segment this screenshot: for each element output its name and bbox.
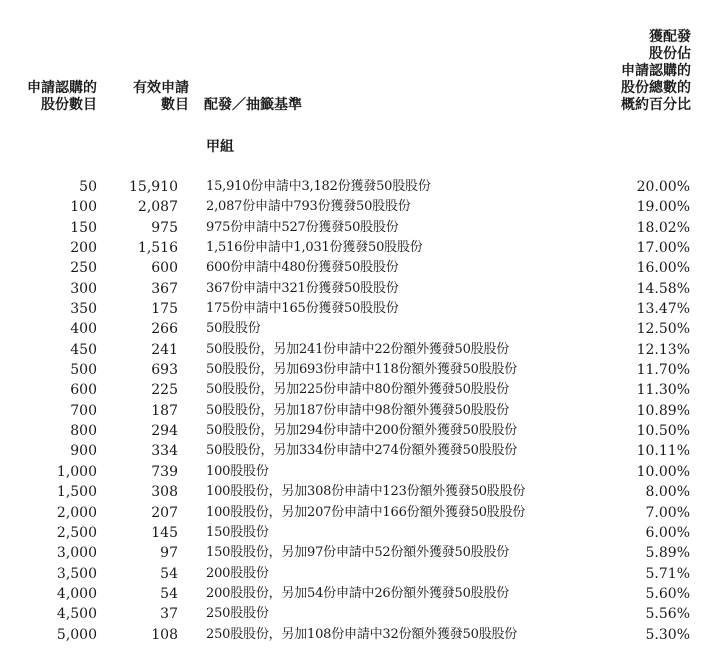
table-row	[0, 319, 717, 339]
table-row	[0, 299, 717, 319]
cell-shares-applied: 2,000	[56, 504, 97, 521]
table-row	[0, 279, 717, 299]
cell-valid-applications: 600	[151, 260, 178, 277]
header-allotment-basis	[204, 97, 302, 114]
cell-valid-applications: 739	[151, 463, 178, 480]
table-row	[0, 238, 717, 258]
cell-valid-applications: 97	[160, 545, 178, 562]
header-line: 有效申請	[133, 80, 189, 96]
cell-allotment-basis: 2,087份申請中793份獲發50股股份	[206, 199, 411, 215]
table-row	[0, 340, 717, 360]
table-row	[0, 197, 717, 217]
table-row	[0, 441, 717, 461]
cell-shares-applied: 3,500	[56, 565, 97, 582]
cell-allotment-basis: 975份申請中527份獲發50股股份	[206, 219, 399, 235]
table-row	[0, 543, 717, 563]
cell-percentage: 7.00%	[645, 504, 690, 521]
cell-percentage: 19.00%	[636, 199, 690, 216]
cell-valid-applications: 54	[160, 585, 178, 602]
allotment-table-body	[0, 177, 717, 645]
cell-percentage: 5.89%	[645, 545, 690, 562]
header-line: 股份佔	[649, 46, 691, 62]
cell-valid-applications: 241	[151, 341, 178, 358]
cell-percentage: 13.47%	[636, 301, 690, 318]
cell-shares-applied: 3,000	[56, 545, 97, 562]
cell-allotment-basis: 1,516份申請中1,031份獲發50股股份	[206, 240, 423, 256]
cell-valid-applications: 15,910	[129, 179, 178, 195]
header-shares-applied	[27, 80, 97, 114]
cell-valid-applications: 225	[151, 382, 178, 399]
cell-percentage: 5.71%	[645, 565, 690, 582]
table-row	[0, 564, 717, 584]
cell-percentage: 20.00%	[636, 179, 690, 195]
cell-percentage: 5.30%	[645, 626, 690, 643]
cell-percentage: 12.13%	[636, 341, 690, 358]
cell-percentage: 14.58%	[636, 280, 690, 297]
table-row	[0, 258, 717, 278]
cell-shares-applied: 150	[70, 219, 97, 236]
cell-allotment-basis: 600份申請中480份獲發50股股份	[206, 260, 399, 276]
cell-allotment-basis: 50股股份，另加294份申請中200份額外獲發50股股份	[206, 423, 518, 439]
cell-shares-applied: 600	[70, 382, 97, 399]
cell-percentage: 10.11%	[636, 443, 690, 460]
cell-valid-applications: 266	[151, 321, 178, 338]
header-line: 數目	[161, 97, 189, 113]
cell-valid-applications: 367	[151, 280, 178, 297]
cell-shares-applied: 4,000	[56, 585, 97, 602]
cell-percentage: 16.00%	[636, 260, 690, 277]
cell-valid-applications: 145	[151, 524, 178, 541]
table-row	[0, 503, 717, 523]
cell-allotment-basis: 100股股份	[206, 463, 269, 479]
cell-valid-applications: 37	[160, 606, 178, 623]
cell-shares-applied: 50	[79, 179, 97, 195]
cell-valid-applications: 693	[151, 362, 178, 379]
cell-shares-applied: 400	[70, 321, 97, 338]
cell-shares-applied: 500	[70, 362, 97, 379]
cell-percentage: 10.89%	[636, 402, 690, 419]
header-line: 配發／抽籤基準	[204, 97, 302, 113]
header-percentage	[621, 29, 691, 114]
cell-valid-applications: 975	[151, 219, 178, 236]
cell-valid-applications: 1,516	[137, 240, 178, 257]
cell-allotment-basis: 150股股份	[206, 524, 269, 540]
header-line: 股份總數的	[621, 80, 691, 96]
header-valid-applications	[133, 80, 189, 114]
cell-percentage: 6.00%	[645, 524, 690, 541]
cell-percentage: 17.00%	[636, 240, 690, 257]
cell-shares-applied: 300	[70, 280, 97, 297]
table-row	[0, 380, 717, 400]
cell-allotment-basis: 367份申請中321份獲發50股股份	[206, 280, 399, 296]
cell-shares-applied: 700	[70, 402, 97, 419]
cell-percentage: 8.00%	[645, 484, 690, 501]
cell-shares-applied: 1,500	[56, 484, 97, 501]
table-row	[0, 177, 717, 197]
cell-allotment-basis: 50股股份，另加187份申請中98份額外獲發50股股份	[206, 402, 510, 418]
table-row	[0, 401, 717, 421]
table-row	[0, 604, 717, 624]
cell-valid-applications: 294	[151, 423, 178, 440]
cell-shares-applied: 4,500	[56, 606, 97, 623]
cell-valid-applications: 187	[151, 402, 178, 419]
table-row	[0, 482, 717, 502]
cell-allotment-basis: 100股股份，另加308份申請中123份額外獲發50股股份	[206, 484, 526, 500]
header-line: 申請認購的	[621, 63, 691, 79]
cell-shares-applied: 100	[70, 199, 97, 216]
cell-shares-applied: 350	[70, 301, 97, 318]
cell-valid-applications: 108	[151, 626, 178, 643]
table-row	[0, 462, 717, 482]
header-line: 股份數目	[41, 97, 97, 113]
cell-valid-applications: 175	[151, 301, 178, 318]
table-row	[0, 584, 717, 604]
table-header	[0, 8, 717, 118]
cell-valid-applications: 334	[151, 443, 178, 460]
cell-percentage: 11.30%	[636, 382, 690, 399]
group-label: 甲組	[206, 139, 234, 155]
cell-allotment-basis: 100股股份，另加207份申請中166份額外獲發50股股份	[206, 504, 526, 520]
table-row	[0, 218, 717, 238]
cell-percentage: 18.02%	[636, 219, 690, 236]
cell-allotment-basis: 175份申請中165份獲發50股股份	[206, 301, 399, 317]
cell-valid-applications: 207	[151, 504, 178, 521]
cell-shares-applied: 250	[70, 260, 97, 277]
cell-shares-applied: 200	[70, 240, 97, 257]
header-line: 申請認購的	[27, 80, 97, 96]
cell-allotment-basis: 15,910份申請中3,182份獲發50股股份	[206, 179, 431, 194]
cell-allotment-basis: 200股股份，另加54份申請中26份額外獲發50股股份	[206, 585, 510, 601]
cell-shares-applied: 900	[70, 443, 97, 460]
cell-shares-applied: 450	[70, 341, 97, 358]
cell-allotment-basis: 150股股份，另加97份申請中52份額外獲發50股股份	[206, 545, 510, 561]
cell-percentage: 5.60%	[645, 585, 690, 602]
cell-allotment-basis: 50股股份，另加241份申請中22份額外獲發50股股份	[206, 341, 510, 357]
cell-valid-applications: 308	[151, 484, 178, 501]
table-row	[0, 523, 717, 543]
cell-percentage: 11.70%	[636, 362, 690, 379]
cell-allotment-basis: 50股股份，另加225份申請中80份額外獲發50股股份	[206, 382, 510, 398]
cell-shares-applied: 800	[70, 423, 97, 440]
cell-percentage: 10.00%	[636, 463, 690, 480]
cell-shares-applied: 2,500	[56, 524, 97, 541]
cell-allotment-basis: 200股股份	[206, 565, 269, 581]
cell-percentage: 10.50%	[636, 423, 690, 440]
table-row	[0, 421, 717, 441]
table-row	[0, 360, 717, 380]
cell-allotment-basis: 50股股份，另加693份申請中118份額外獲發50股股份	[206, 362, 518, 378]
cell-shares-applied: 5,000	[56, 626, 97, 643]
cell-valid-applications: 54	[160, 565, 178, 582]
cell-shares-applied: 1,000	[56, 463, 97, 480]
cell-valid-applications: 2,087	[137, 199, 178, 216]
cell-percentage: 5.56%	[645, 606, 690, 623]
cell-allotment-basis: 50股股份，另加334份申請中274份額外獲發50股股份	[206, 443, 518, 459]
table-row	[0, 625, 717, 645]
header-line: 概約百分比	[621, 97, 691, 113]
cell-allotment-basis: 250股股份	[206, 606, 269, 622]
header-line: 獲配發	[649, 29, 691, 45]
cell-allotment-basis: 250股股份，另加108份申請中32份額外獲發50股股份	[206, 626, 518, 642]
cell-allotment-basis: 50股股份	[206, 321, 261, 337]
cell-percentage: 12.50%	[636, 321, 690, 338]
